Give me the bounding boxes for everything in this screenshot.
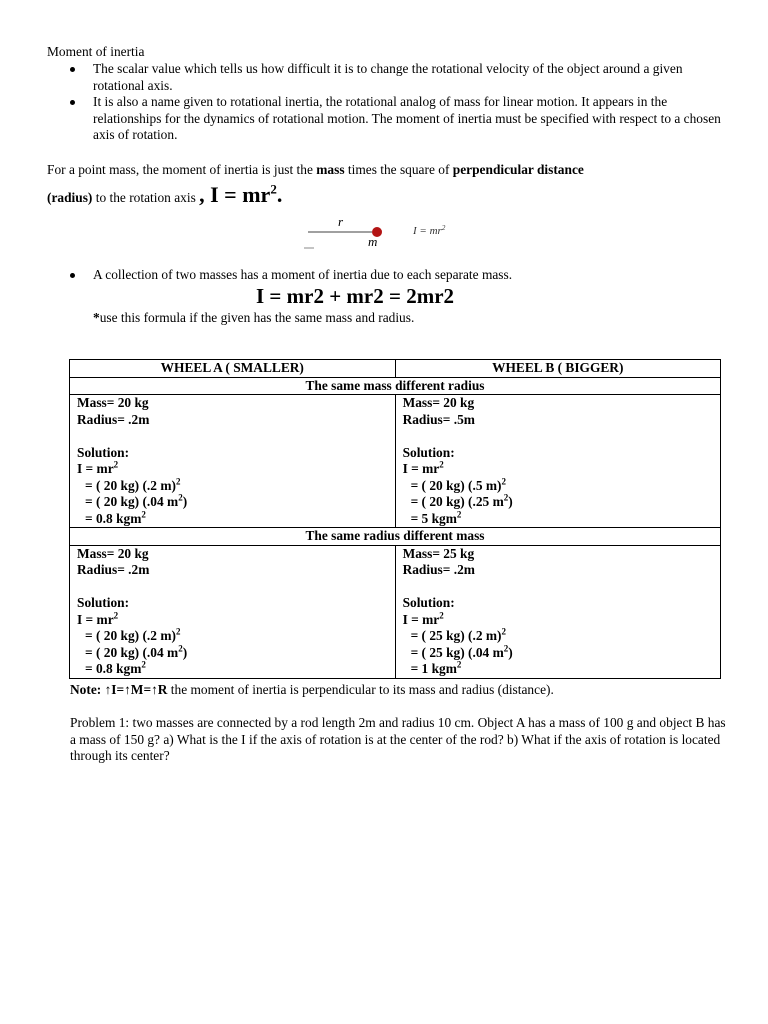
radius-value: Radius= .2m bbox=[77, 411, 150, 427]
solution-line bbox=[403, 461, 714, 478]
section-heading: Moment of inertia bbox=[47, 44, 145, 59]
solution-text: I = mr bbox=[77, 461, 114, 476]
section-same-radius: The same radius different mass bbox=[70, 528, 721, 546]
note-text: use this formula if the given has the same mass and radius. bbox=[99, 310, 415, 325]
list-item bbox=[93, 94, 723, 144]
two-mass-equation: I = mr2 + mr2 = 2mr2 bbox=[256, 284, 455, 308]
table-section-row bbox=[70, 528, 721, 546]
exponent: 2 bbox=[141, 659, 146, 670]
bullet-text: The scalar value which tells us how difficult it is to change the rotational velocity of the object around a given rotational axis. bbox=[93, 61, 683, 93]
mass-value: Mass= 20 kg bbox=[402, 395, 475, 410]
solution-label: Solution: bbox=[402, 595, 455, 610]
solution-text: = 5 kgm bbox=[410, 510, 457, 526]
mass-value: Mass= 20 kg bbox=[77, 395, 149, 410]
solution-line bbox=[77, 511, 389, 528]
exponent: 2 bbox=[175, 626, 181, 637]
solution-text: ) bbox=[508, 644, 513, 660]
column-header-wheel-a: WHEEL A ( SMALLER) bbox=[70, 360, 396, 378]
cell-wheel-b-same-mass bbox=[395, 395, 720, 528]
solution-text: = ( 20 kg) (.04 m bbox=[85, 644, 179, 660]
exponent: 2 bbox=[439, 610, 444, 621]
solution-text: = 1 kgm bbox=[410, 661, 457, 676]
cell-wheel-b-same-radius bbox=[395, 545, 720, 678]
solution-line bbox=[77, 494, 389, 511]
solution-label: Solution: bbox=[77, 444, 130, 460]
relationship-note bbox=[70, 682, 730, 699]
diagram-equation bbox=[412, 224, 446, 237]
radius-value: Radius= .2m bbox=[402, 562, 475, 577]
solution-line bbox=[77, 612, 389, 629]
solution-text: I = mr bbox=[402, 611, 440, 627]
exponent: 2 bbox=[456, 509, 462, 520]
solution-text: = ( 25 kg) (.04 m bbox=[410, 644, 504, 660]
solution-text: = ( 20 kg) (.25 m bbox=[410, 494, 504, 509]
note-label: Note: ↑I=↑M=↑R bbox=[70, 682, 168, 697]
collection-list bbox=[93, 267, 723, 284]
exponent: 2 bbox=[113, 459, 119, 470]
solution-text: = ( 20 kg) (.2 m) bbox=[85, 628, 176, 643]
cell-wheel-a-same-mass bbox=[70, 395, 396, 528]
diagram-equation-text: I = mr bbox=[413, 225, 442, 237]
solution-line bbox=[77, 478, 389, 495]
solution-text: I = mr bbox=[402, 461, 440, 476]
solution-text: = 0.8 kgm bbox=[85, 510, 142, 526]
bullet-icon bbox=[70, 67, 75, 72]
formula-text: , I = mr bbox=[199, 181, 271, 207]
formula-exponent: 2 bbox=[270, 181, 277, 197]
solution-line bbox=[77, 661, 389, 678]
formula-text: . bbox=[276, 181, 283, 207]
solution-text: = 0.8 kgm bbox=[85, 661, 142, 676]
para-text: times the square of bbox=[344, 162, 453, 177]
radius-value: Radius= .2m bbox=[77, 562, 150, 577]
solution-text: ) bbox=[182, 494, 188, 509]
exponent: 2 bbox=[178, 492, 183, 503]
exponent: 2 bbox=[503, 492, 509, 503]
exponent: 2 bbox=[113, 610, 119, 621]
solution-line bbox=[77, 645, 389, 662]
solution-line bbox=[403, 511, 714, 528]
solution-text: = ( 20 kg) (.04 m bbox=[85, 494, 179, 509]
solution-line bbox=[403, 645, 714, 662]
mass-value: Mass= 20 kg bbox=[77, 545, 149, 561]
table-section-row bbox=[70, 377, 721, 395]
point-mass-diagram bbox=[300, 212, 470, 252]
exponent: 2 bbox=[503, 643, 509, 654]
table-header-row bbox=[70, 360, 721, 378]
solution-text: = ( 20 kg) (.2 m) bbox=[85, 477, 176, 493]
para-bold-text: (radius) bbox=[47, 189, 93, 205]
diagram-equation-exponent: 2 bbox=[441, 224, 446, 232]
solution-line bbox=[403, 612, 714, 629]
list-item bbox=[93, 267, 723, 284]
radius-label: r bbox=[338, 214, 344, 229]
note-star: * bbox=[93, 310, 100, 325]
mass-value: Mass= 25 kg bbox=[402, 545, 475, 561]
solution-line bbox=[403, 494, 714, 511]
problem-1: Problem 1: two masses are connected by a rod length 2m and radius 10 cm. Object A has a mass of 100 g and object B has a mass of 150 g? a) What is the I if the axis of rotation is at the center of the rod? b) What if the axis of rotation is located through its center? bbox=[70, 715, 726, 763]
list-item bbox=[93, 61, 723, 94]
table-row bbox=[70, 545, 721, 678]
bullet-text: A collection of two masses has a moment of inertia due to each separate mass. bbox=[93, 267, 513, 282]
exponent: 2 bbox=[178, 643, 183, 654]
bullet-icon bbox=[70, 273, 75, 278]
exponent: 2 bbox=[501, 476, 506, 487]
exponent: 2 bbox=[456, 659, 462, 670]
solution-line bbox=[403, 661, 714, 678]
column-header-wheel-b: WHEEL B ( BIGGER) bbox=[395, 360, 720, 378]
note-text: the moment of inertia is perpendicular to its mass and radius (distance). bbox=[167, 682, 554, 697]
para-text: to the rotation axis bbox=[92, 189, 200, 205]
solution-text: ) bbox=[508, 494, 513, 509]
exponent: 2 bbox=[141, 509, 146, 520]
mass-label: m bbox=[368, 234, 378, 249]
exponent: 2 bbox=[175, 476, 181, 487]
bullet-icon bbox=[70, 100, 75, 105]
para-bold-text: mass bbox=[316, 162, 345, 177]
table-row bbox=[70, 395, 721, 528]
solution-line bbox=[403, 628, 714, 645]
wheel-comparison-table bbox=[69, 359, 721, 679]
solution-line bbox=[77, 461, 389, 478]
solution-text: I = mr bbox=[77, 611, 114, 627]
exponent: 2 bbox=[501, 626, 506, 637]
point-mass-paragraph bbox=[47, 162, 727, 206]
bullet-text: It is also a name given to rotational inertia, the rotational analog of mass for linear motion. It appears in the relationships for the dynamics of rotational motion. The moment of inertia must be specified with respect to a chosen axis of rotation. bbox=[93, 94, 721, 142]
cell-wheel-a-same-radius bbox=[70, 545, 396, 678]
exponent: 2 bbox=[439, 459, 444, 470]
solution-line bbox=[403, 478, 714, 495]
solution-text: = ( 25 kg) (.2 m) bbox=[410, 628, 502, 643]
definition-list bbox=[93, 61, 723, 144]
section-same-mass: The same mass different radius bbox=[70, 377, 721, 395]
solution-line bbox=[77, 628, 389, 645]
solution-label: Solution: bbox=[77, 595, 130, 610]
solution-text: = ( 20 kg) (.5 m) bbox=[410, 477, 502, 493]
para-text: For a point mass, the moment of inertia is just the bbox=[47, 162, 317, 177]
formula-note bbox=[93, 310, 414, 327]
formula bbox=[199, 182, 282, 207]
para-bold-text: perpendicular distance bbox=[452, 162, 584, 177]
solution-label: Solution: bbox=[402, 444, 455, 460]
radius-value: Radius= .5m bbox=[402, 411, 475, 427]
solution-text: ) bbox=[182, 644, 188, 660]
